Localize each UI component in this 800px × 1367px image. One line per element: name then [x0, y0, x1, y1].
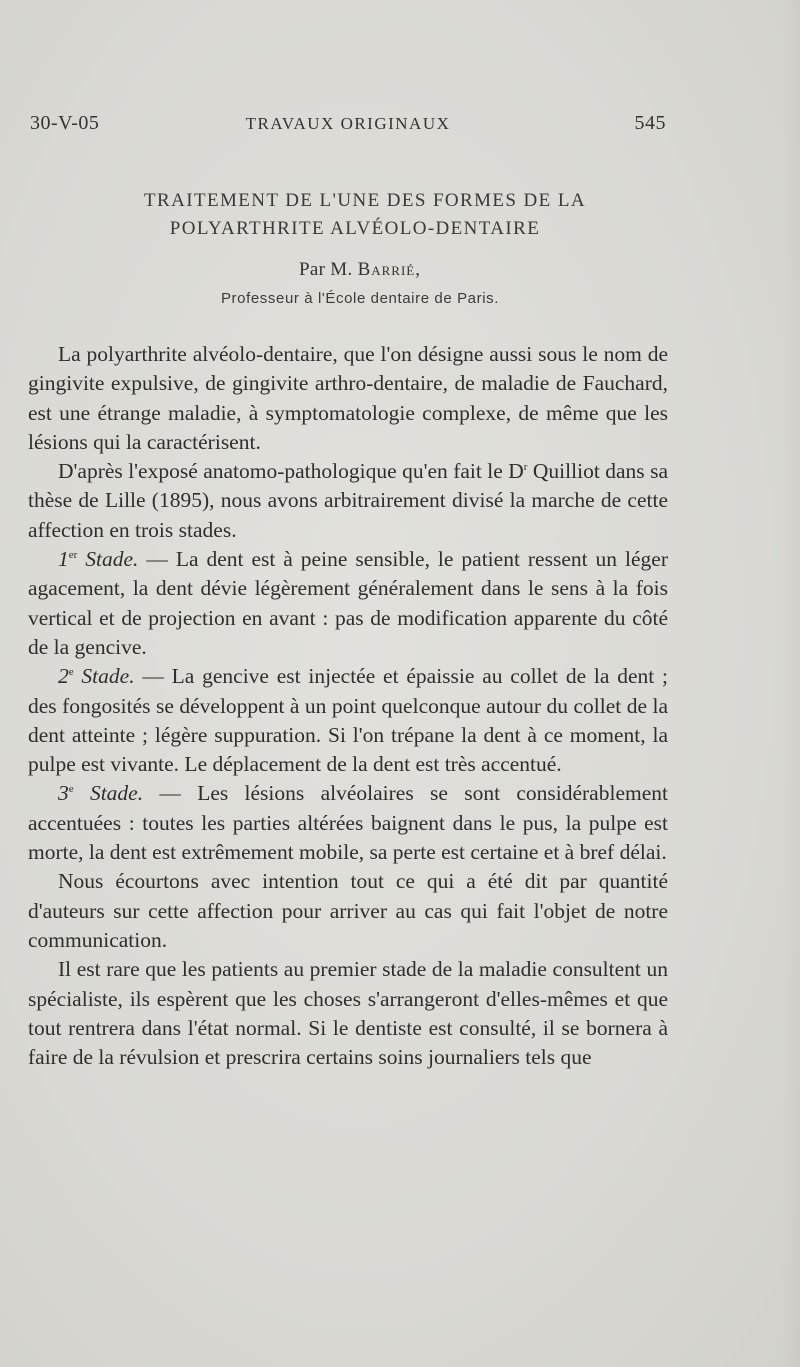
issue-date: 30-V-05	[30, 112, 100, 134]
article-body	[28, 340, 668, 1072]
stage-3-text: — Les lésions alvéolaires se sont considérablement accentuées : toutes les parties altérées baignent dans le pus, la pulpe est morte, la dent est extrêmement mobile, sa perte est certaine et à bref délai.	[28, 781, 668, 865]
section-title: TRAVAUX ORIGINAUX	[245, 114, 451, 133]
stage-2-superscript: e	[68, 666, 74, 679]
stage-1-label: Stade.	[77, 547, 139, 572]
paragraph-stage-3	[28, 779, 668, 867]
paragraph-intro: La polyarthrite alvéolo-dentaire, que l'on désigne aussi sous le nom de gingivite expulsive, de gingivite arthro-dentaire, de maladie de Fauchard, est une étrange maladie, à symptomatologie complexe, de même que les lésions qui la caractérisent.	[28, 342, 668, 454]
article-title-line-2: POLYARTHRITE ALVÉOLO-DENTAIRE	[169, 218, 541, 239]
paragraph-source-end: Quilliot dans sa thèse de Lille (1895), nous avons arbitrairement divisé la marche de cette affection en trois stades.	[28, 459, 668, 542]
doctor-superscript: r	[523, 461, 528, 474]
byline-prefix: Par M.	[298, 259, 358, 280]
paragraph-treatment: Il est rare que les patients au premier stade de la maladie consultent un spécialiste, ils espèrent que les choses s'arrangeront d'elles-mêmes et que tout rentrera dans l'état normal. Si le dentiste est consulté, il se bornera à faire de la révulsion et prescrira certains soins journaliers tels que	[28, 957, 668, 1070]
paragraph-case-intro: Nous écourtons avec intention tout ce qui a été dit par quantité d'auteurs sur cette affection pour arriver au cas qui fait l'objet de notre communication.	[28, 869, 668, 952]
stage-1-number: 1	[58, 547, 69, 572]
stage-2-number: 2	[58, 664, 69, 689]
paragraph-stage-2	[28, 662, 668, 779]
byline	[30, 259, 690, 281]
stage-2-text: — La gencive est injectée et épaissie au collet de la dent ; des fongosités se développent à un point quelconque autour du collet de la dent atteinte ; légère suppuration. Si l'on trépane la dent à ce moment, la pulpe est vivante. Le déplacement de la dent est très accentué.	[28, 664, 668, 777]
stage-3-superscript: e	[68, 783, 74, 796]
stage-1-text: — La dent est à peine sensible, le patient ressent un léger agacement, la dent dévie légèrement généralement dans le sens à la fois vertical et de projection en avant : pas de modification apparente du côté de la gencive.	[28, 547, 668, 659]
author-affiliation: Professeur à l'École dentaire de Paris.	[220, 290, 500, 307]
paragraph-stage-1	[28, 545, 668, 662]
running-header	[30, 112, 666, 142]
paragraph-source	[28, 457, 668, 545]
stage-1-superscript: er	[68, 548, 78, 561]
article-title-line-1: TRAITEMENT DE L'UNE DES FORMES DE LA	[144, 190, 586, 211]
author-name: Barrié,	[357, 259, 421, 280]
stage-3-number: 3	[58, 781, 69, 806]
paragraph-source-start: D'après l'exposé anatomo-pathologique qu'en fait le D	[58, 459, 524, 484]
page-edge-shadow	[782, 0, 800, 1367]
stage-2-label: Stade.	[73, 664, 135, 689]
page-number: 545	[634, 112, 666, 134]
stage-3-label: Stade.	[73, 781, 144, 806]
